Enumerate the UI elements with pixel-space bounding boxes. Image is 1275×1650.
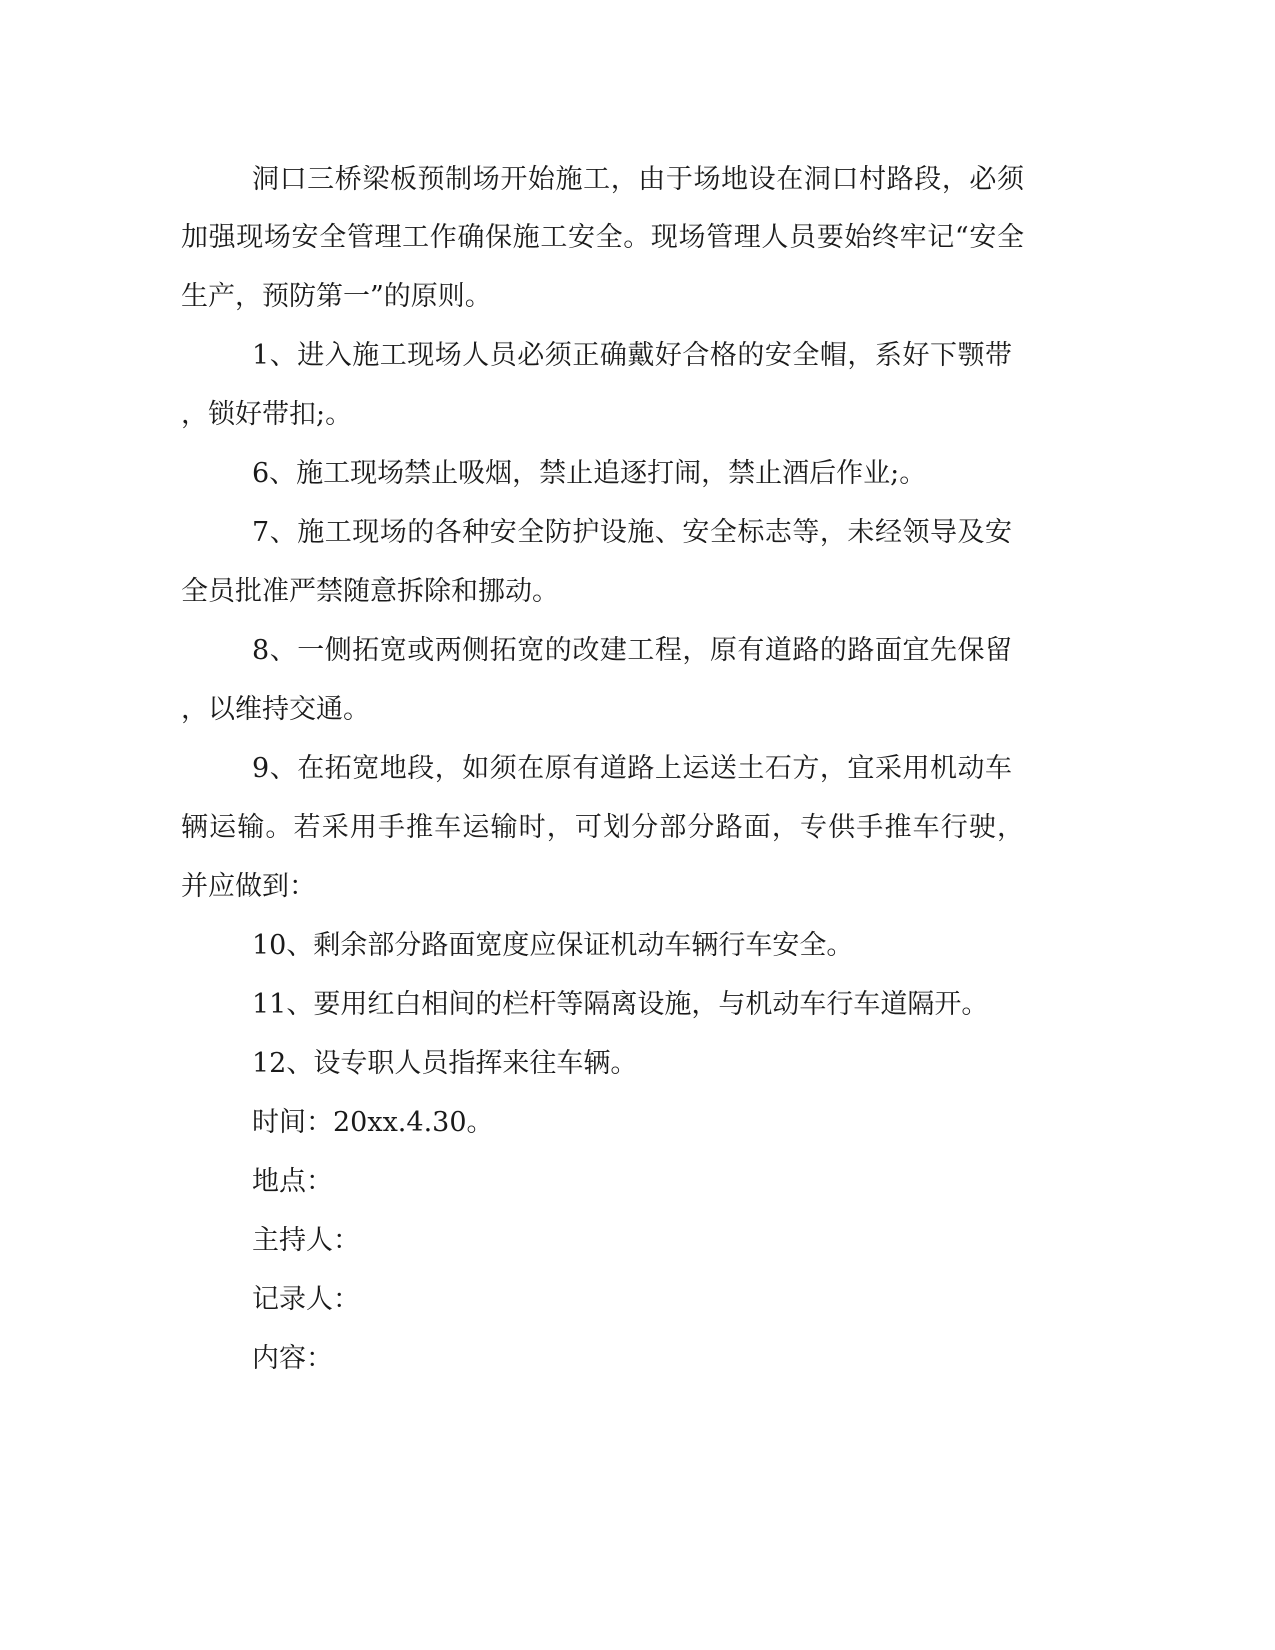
meeting-recorder: 记录人：	[252, 1284, 360, 1315]
item-1-line-1: 1、进入施工现场人员必须正确戴好合格的安全帽，系好下颚带	[252, 340, 1012, 371]
item-8-line-1: 8、一侧拓宽或两侧拓宽的改建工程，原有道路的路面宜先保留	[252, 635, 1012, 666]
item-9-line-2: 辆运输。若采用手推车运输时，可划分部分路面，专供手推车行驶，	[181, 812, 1024, 843]
paragraph-intro-line-2: 加强现场安全管理工作确保施工安全。现场管理人员要始终牢记“安全	[181, 222, 1024, 253]
paragraph-intro-line-1: 洞口三桥梁板预制场开始施工，由于场地设在洞口村路段，必须	[252, 164, 1024, 195]
item-10: 10、剩余部分路面宽度应保证机动车辆行车安全。	[252, 930, 854, 961]
item-9-line-1: 9、在拓宽地段，如须在原有道路上运送土石方，宜采用机动车	[252, 753, 1012, 784]
paragraph-intro-line-3: 生产，预防第一”的原则。	[181, 281, 492, 312]
meeting-host: 主持人：	[252, 1225, 360, 1256]
item-1-line-2: ，锁好带扣;。	[181, 399, 353, 430]
meeting-location: 地点：	[252, 1166, 333, 1197]
item-7-line-2: 全员批准严禁随意拆除和挪动。	[181, 576, 559, 607]
meeting-time: 时间：20xx.4.30。	[252, 1107, 494, 1138]
meeting-content: 内容：	[252, 1343, 333, 1374]
item-7-line-1: 7、施工现场的各种安全防护设施、安全标志等，未经领导及安	[252, 517, 1012, 548]
item-8-line-2: ，以维持交通。	[181, 694, 370, 725]
item-9-line-3: 并应做到：	[181, 871, 316, 902]
item-12: 12、设专职人员指挥来往车辆。	[252, 1048, 638, 1079]
item-11: 11、要用红白相间的栏杆等隔离设施，与机动车行车道隔开。	[252, 989, 989, 1020]
item-6: 6、施工现场禁止吸烟，禁止追逐打闹，禁止酒后作业;。	[252, 458, 927, 489]
